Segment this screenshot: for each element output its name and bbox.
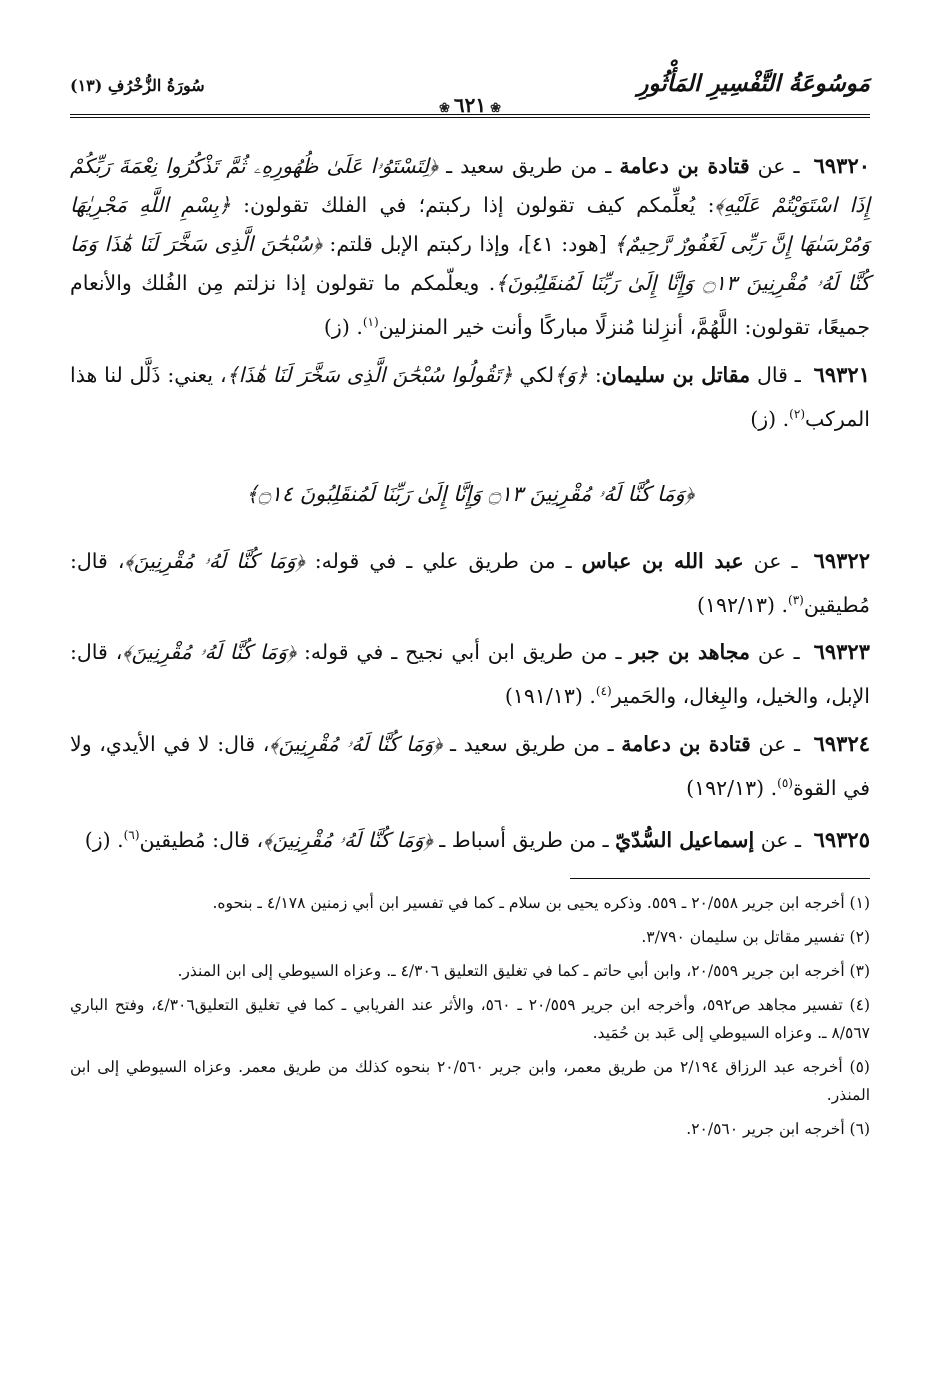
narrator-name: مجاهد بن جبر [629, 640, 750, 665]
narrator-name: قتادة بن دعامة [619, 154, 750, 178]
running-header [70, 64, 870, 117]
quran-quote: ﴿تَقُولُوا سُبْحَٰنَ الَّذِى سَخَّرَ لَنَا هَٰذَا﴾ [226, 362, 513, 387]
entry-text: ـ عن [750, 640, 808, 665]
entry-text: . (١٩٢/١٣) [697, 592, 789, 617]
footnote: (٦) أخرجه ابن جرير ٢٠/٥٦٠. [686, 1119, 870, 1138]
quran-quote: ﴿لِتَسْتَوُۥا عَلَىٰ ظُهُورِهِۦ ثُمَّ تَذْكُرُوا نِعْمَةَ رَبِّكُمْ إِذَا اسْتَوَيْتُمْ عَلَيْهِ﴾ [70, 154, 870, 217]
footnote-ref: (٥) [777, 776, 793, 791]
entry-text: ، قال: مُطيقين [70, 548, 870, 617]
narrator-name: عبد الله بن عباس [581, 548, 744, 573]
surah-label: سُورَةُ الزُّخْرُفِ (١٣) [70, 76, 205, 95]
footnote: (٥) أخرجه عبد الرزاق ٢/١٩٤ من طريق معمر، وابن جرير ٢٠/٥٦٠ بنحوه كذلك من طريق معمر. وعزاه السيوطي إلى ابن المنذر. [70, 1057, 870, 1104]
footnote-ref: (٤) [595, 684, 612, 699]
entry-text: ـ عن [743, 548, 808, 573]
ornament-icon: ❀ [490, 101, 502, 116]
entry-text: [هود: ٤١]، وإذا ركبتم الإبل قلتم: [322, 232, 615, 256]
entry-text: ـ عن [754, 827, 808, 852]
footnote-ref: (٦) [123, 828, 140, 843]
narrator-name: إسماعيل السُّدّيّ [615, 827, 755, 852]
footnote-rule [570, 878, 870, 879]
entry-text: ـ قال [750, 362, 808, 387]
entry-text: . (ز) [323, 314, 363, 339]
entry-text: : يُعلِّمكم كيف تقولون إذا ركبتم؛ في الفلك تقولون: [230, 193, 715, 217]
footnote: (١) أخرجه ابن جرير ٢٠/٥٥٨ ـ ٥٥٩. وذكره يحيى بن سلام ـ كما في تفسير ابن أبي زمنين ٤/١٧٨ ـ بنحوه. [212, 893, 870, 912]
quran-quote: ﴿وَمَا كُنَّا لَهُۥ مُقْرِنِينَ﴾ [124, 548, 305, 573]
entry-text: ـ من طريق أسباط ـ [432, 827, 616, 852]
entry-text: ـ عن [749, 154, 808, 178]
narration-entry [70, 146, 870, 347]
footnote: (٢) تفسير مقاتل بن سليمان ٣/٧٩٠. [641, 927, 870, 946]
entry-text: . (ز) [84, 827, 124, 852]
quran-quote: ﴿وَمَا كُنَّا لَهُۥ مُقْرِنِينَ﴾ [269, 732, 443, 757]
narration-entry [70, 632, 870, 716]
narration-entry [70, 355, 870, 439]
quran-quote: ﴿بِسْمِ اللَّهِ مَجْرِيٰهَا وَمُرْسَىٰهَا إِنَّ رَبِّى لَغَفُورٌ رَّحِيمٌ﴾ [70, 193, 871, 256]
footnotes [70, 889, 870, 1143]
narration-entry [70, 541, 870, 625]
ornament-icon: ❀ [438, 101, 450, 116]
book-title: مَوسُوعَةُ التَّفْسِيرِ المَأْثُورِ [637, 70, 870, 97]
entry-text: . ويعلّمكم ما تقولون إذا نزلتم مِن الفُلك والأنعام جميعًا، تقولون: اللَّهُمَّ، أنزِلنا مُنزلًا مباركًا وأنت خير المنزلين [70, 271, 870, 339]
narrator-name: قتادة بن دعامة [621, 732, 751, 757]
entry-text: ـ من طريق سعيد ـ [438, 154, 620, 178]
footnote-ref: (٢) [789, 406, 805, 421]
entry-text: ـ من طريق ابن أبي نجيح ـ في قوله: [296, 640, 630, 665]
entry-text: ـ عن [750, 732, 808, 757]
page [70, 64, 870, 1364]
footnote-ref: (٣) [788, 592, 804, 607]
entry-text: ـ من طريق علي ـ في قوله: [304, 548, 582, 573]
entry-text: ، قال: لا في الأيدي، ولا في القوة [70, 732, 870, 801]
entry-text: ، قال: مُطيقين [139, 827, 264, 852]
verse-heading: ﴿وَمَا كُنَّا لَهُۥ مُقْرِنِينَ ۝١٣ وَإِنَّا إِلَىٰ رَبِّنَا لَمُنقَلِبُونَ ۝١٤﴾ [245, 481, 695, 506]
page-number: ٦٢١ [453, 93, 487, 117]
entry-number: ٦٩٣٢٣ [813, 639, 870, 665]
entries-group-2 [70, 541, 870, 860]
entry-text: ، يعني: ذَلَّل لنا هذا المركب [70, 362, 870, 431]
page-body [70, 146, 870, 1149]
narrator-name: مقاتل بن سليمان [601, 362, 751, 387]
entry-number: ٦٩٣٢٥ [813, 826, 870, 852]
entry-text: ، قال: الإبل، والخيل، والبِغال، والحَمير [70, 640, 870, 709]
quran-quote: ﴿سُبْحَٰنَ الَّذِى سَخَّرَ لَنَا هَٰذَا وَمَا كُنَّا لَهُۥ مُقْرِنِينَ ۝١٣ وَإِنَّا إِلَىٰ رَبِّنَا لَمُنقَلِبُونَ﴾ [70, 232, 870, 295]
quran-quote: ﴿وَمَا كُنَّا لَهُۥ مُقْرِنِينَ﴾ [122, 640, 297, 665]
header-rule [70, 114, 870, 115]
entry-text: . (١٩٢/١٣) [686, 776, 778, 801]
entry-text: لكي [512, 362, 555, 387]
entry-text: ـ من طريق سعيد ـ [442, 732, 622, 757]
entries-group-1 [70, 146, 870, 439]
entry-text: : [588, 362, 602, 387]
footnote: (٤) تفسير مجاهد ص٥٩٢، وأخرجه ابن جرير ٢٠/٥٥٩ ـ ٥٦٠، والأثر عند الفريابي ـ كما في تغليق التعليق٤/٣٠٦، وفتح الباري ٨/٥٦٧ ـ. وعزاه السيوطي إلى عَبد بن حُمَيد. [70, 995, 870, 1042]
entry-number: ٦٩٣٢٠ [813, 153, 871, 178]
quran-quote: ﴿وَ﴾ [554, 362, 589, 387]
quran-quote: ﴿وَمَا كُنَّا لَهُۥ مُقْرِنِينَ﴾ [263, 827, 433, 852]
footnote-ref: (١) [362, 315, 379, 329]
narration-entry [70, 724, 870, 808]
narration-entry [70, 816, 870, 860]
entry-number: ٦٩٣٢٤ [813, 731, 871, 757]
entry-number: ٦٩٣٢١ [813, 361, 870, 387]
entry-text: . (١٩١/١٣) [504, 684, 596, 709]
entry-text: . (ز) [750, 406, 790, 431]
header-rule-thin [70, 117, 870, 118]
entry-number: ٦٩٣٢٢ [813, 547, 870, 573]
footnote: (٣) أخرجه ابن جرير ٢٠/٥٥٩، وابن أبي حاتم ـ كما في تغليق التعليق ٤/٣٠٦ ـ. وعزاه السيوطي إلى ابن المنذر. [177, 961, 870, 980]
